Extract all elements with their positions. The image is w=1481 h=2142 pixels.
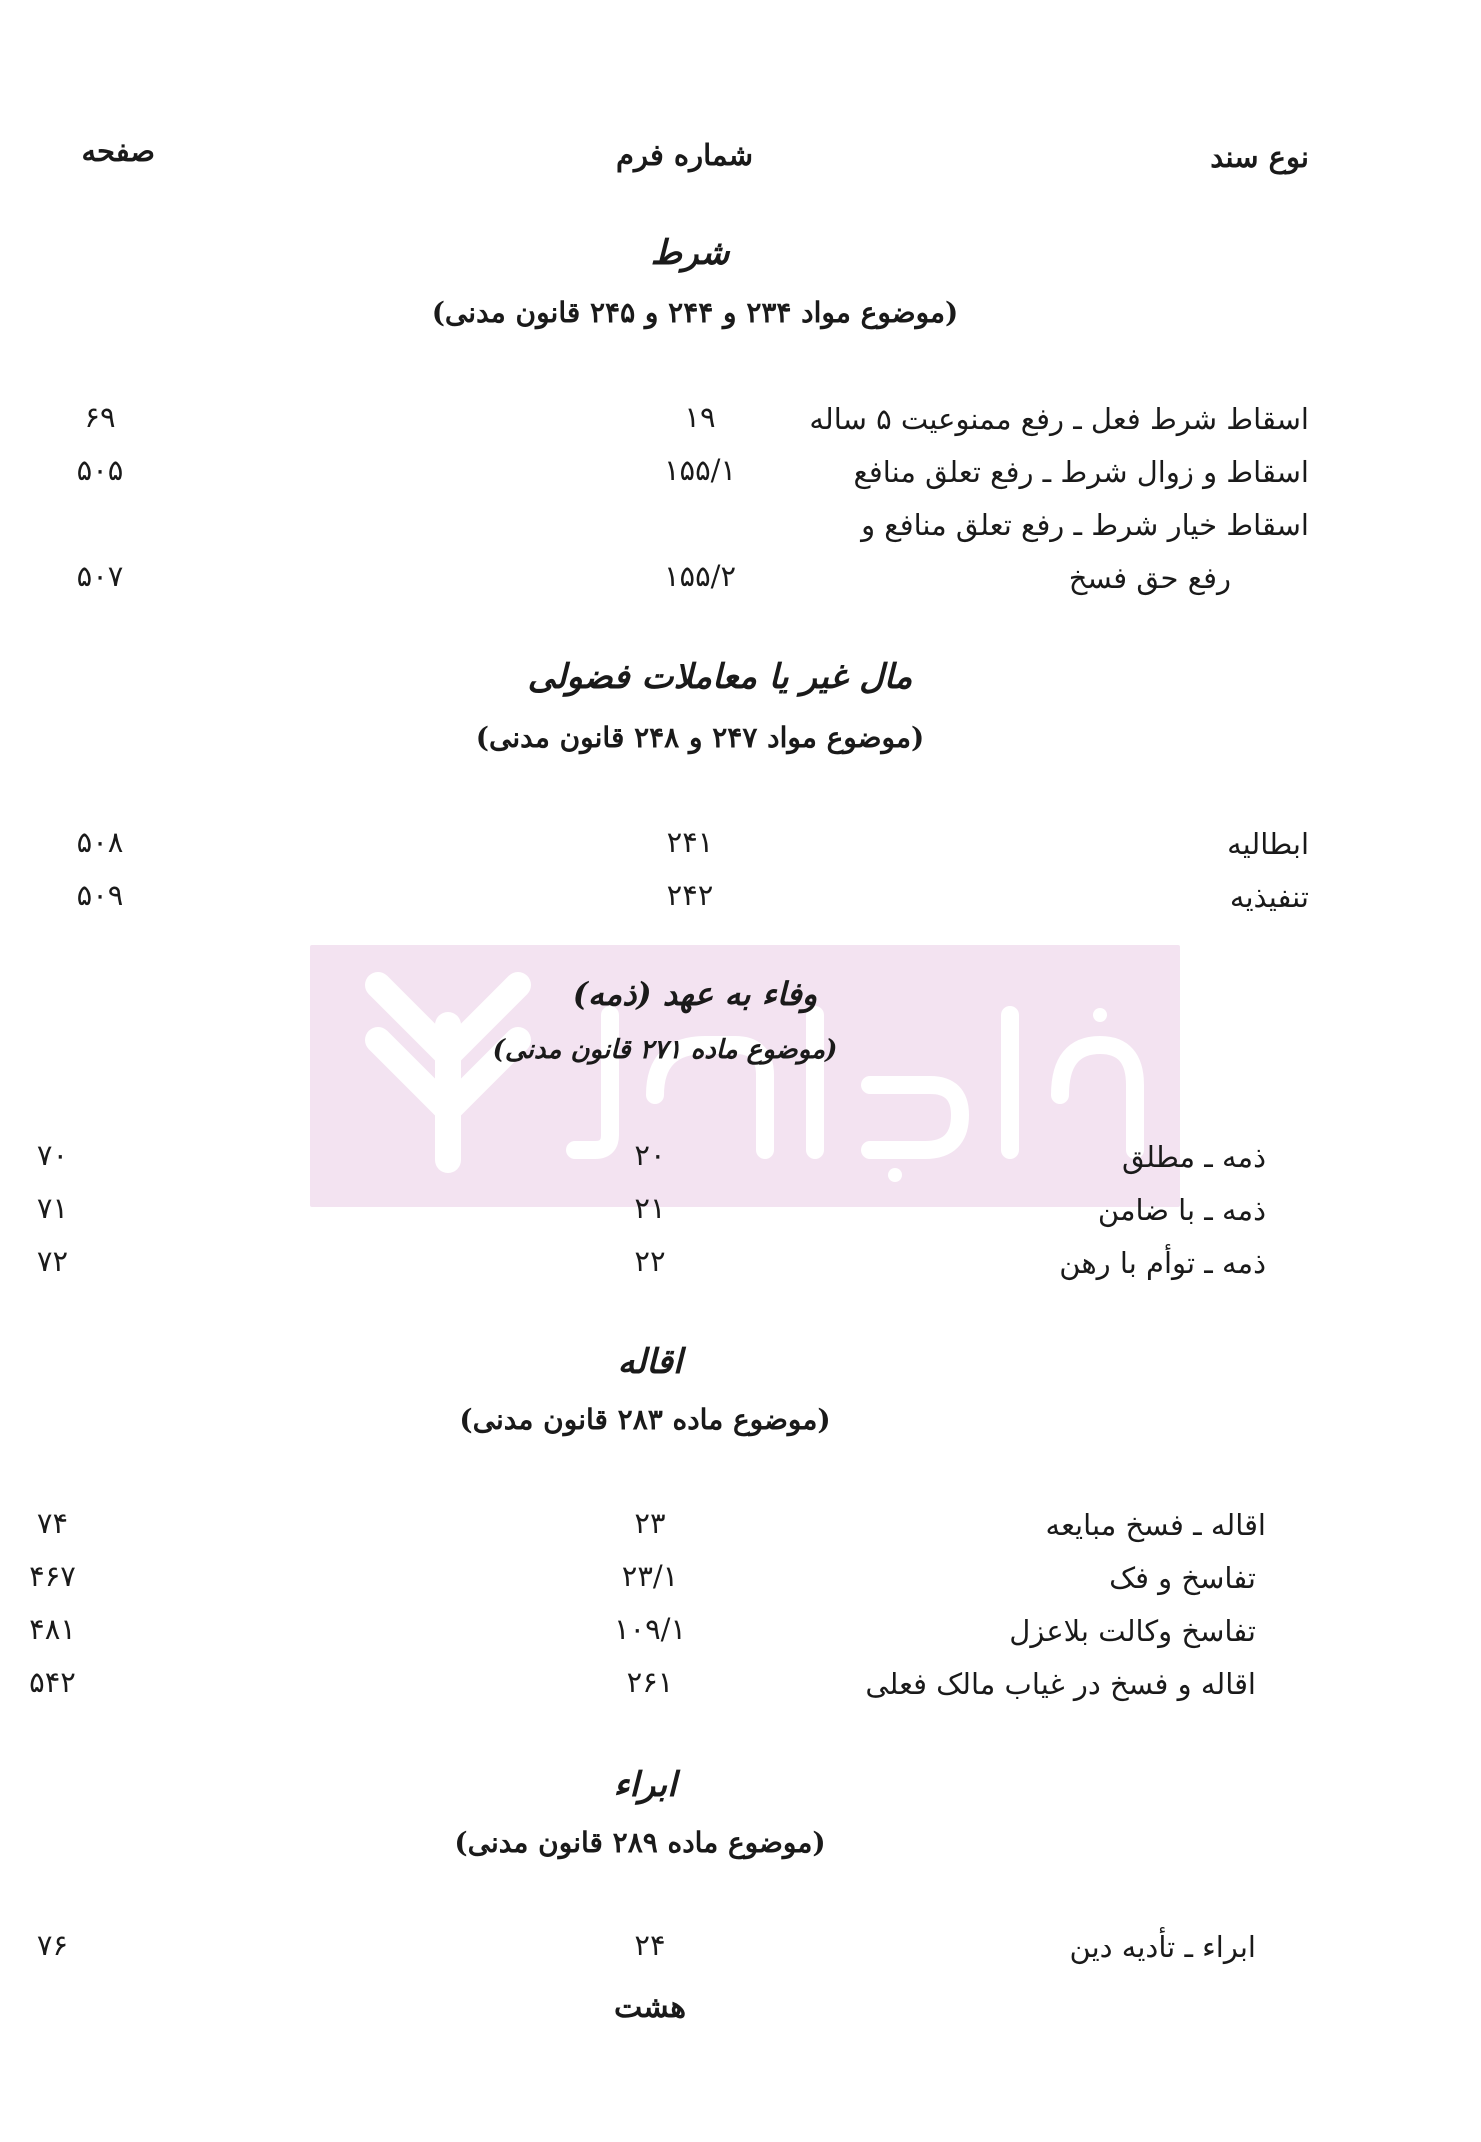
list-item-page-number: ۷۰ [36,1138,69,1172]
list-item-text: اقاله ـ فسخ مبایعه [1045,1508,1266,1542]
section-subtitle: (موضوع مواد ۲۴۷ و ۲۴۸ قانون مدنی) [475,721,925,754]
list-item-text: رفع حق فسخ [1068,561,1231,595]
list-item-form-number: ۲۱ [634,1191,666,1225]
list-item-form-number: ۱۵۵/۱ [663,453,737,487]
list-item-form-number: ۱۹ [684,400,716,434]
list-item-form-number: ۲۰ [634,1138,666,1172]
list-item-text: ابطالیه [1227,827,1309,861]
list-item-form-number: ۲۴ [634,1928,666,1962]
section-title: اقاله [617,1342,683,1382]
list-item-page-number: ۶۹ [84,400,116,434]
section-subtitle: (موضوع ماده ۲۸۹ قانون مدنی) [454,1826,826,1859]
list-item-form-number: ۲۴۲ [666,878,714,912]
list-item-form-number: ۲۴۱ [666,825,714,859]
section-title: وفاء به عهد (ذمه) [572,975,818,1013]
list-item-page-number: ۷۶ [36,1928,69,1962]
list-item-form-number: ۱۰۹/۱ [613,1612,687,1646]
list-item-form-number: ۲۶۱ [626,1665,674,1699]
column-header-page: صفحه [81,134,155,168]
list-item-text: ذمه ـ مطلق [1121,1140,1266,1174]
list-item-page-number: ۷۴ [36,1506,69,1540]
section-subtitle: (موضوع ماده ۲۷۱ قانون مدنی) [492,1035,838,1065]
section-title: شرط [650,233,730,273]
page-number-label: هشت [613,1990,687,2025]
column-header-form: شماره فرم [615,138,753,172]
list-item-form-number: ۲۳/۱ [621,1559,679,1593]
section-subtitle: (موضوع مواد ۲۳۴ و ۲۴۴ و ۲۴۵ قانون مدنی) [431,296,959,329]
list-item-text: ابراء ـ تأدیه دین [1069,1930,1256,1964]
list-item-page-number: ۵۰۷ [76,559,124,593]
list-item-text: اسقاط و زوال شرط ـ رفع تعلق منافع [853,455,1309,489]
list-item-text: تنفیذیه [1229,880,1309,914]
list-item-text: اقاله و فسخ در غیاب مالک فعلی [865,1667,1256,1701]
list-item-text: اسقاط خیار شرط ـ رفع تعلق منافع و [861,508,1309,542]
list-item-text: اسقاط شرط فعل ـ رفع ممنوعیت ۵ ساله [809,402,1309,436]
list-item-page-number: ۷۱ [36,1191,69,1225]
list-item-form-number: ۱۵۵/۲ [663,559,737,593]
list-item-text: ذمه ـ توأم با رهن [1059,1246,1266,1280]
section-title: ابراء [613,1765,677,1805]
list-item-page-number: ۴۸۱ [29,1612,76,1646]
column-header-type: نوع سند [1210,140,1309,174]
list-item-page-number: ۷۲ [36,1244,69,1278]
list-item-text: ذمه ـ با ضامن [1097,1193,1266,1227]
list-item-page-number: ۵۴۲ [29,1665,76,1699]
list-item-page-number: ۵۰۹ [76,878,124,912]
list-item-page-number: ۴۶۷ [29,1559,76,1593]
list-item-text: تفاسخ وکالت بلاعزل [1009,1614,1256,1648]
list-item-page-number: ۵۰۸ [76,825,124,859]
section-title: مال غیر یا معاملات فضولی [527,657,913,697]
section-subtitle: (موضوع ماده ۲۸۳ قانون مدنی) [459,1403,831,1436]
list-item-text: تفاسخ و فک [1109,1561,1256,1595]
list-item-page-number: ۵۰۵ [76,453,124,487]
list-item-form-number: ۲۳ [634,1506,666,1540]
list-item-form-number: ۲۲ [634,1244,666,1278]
